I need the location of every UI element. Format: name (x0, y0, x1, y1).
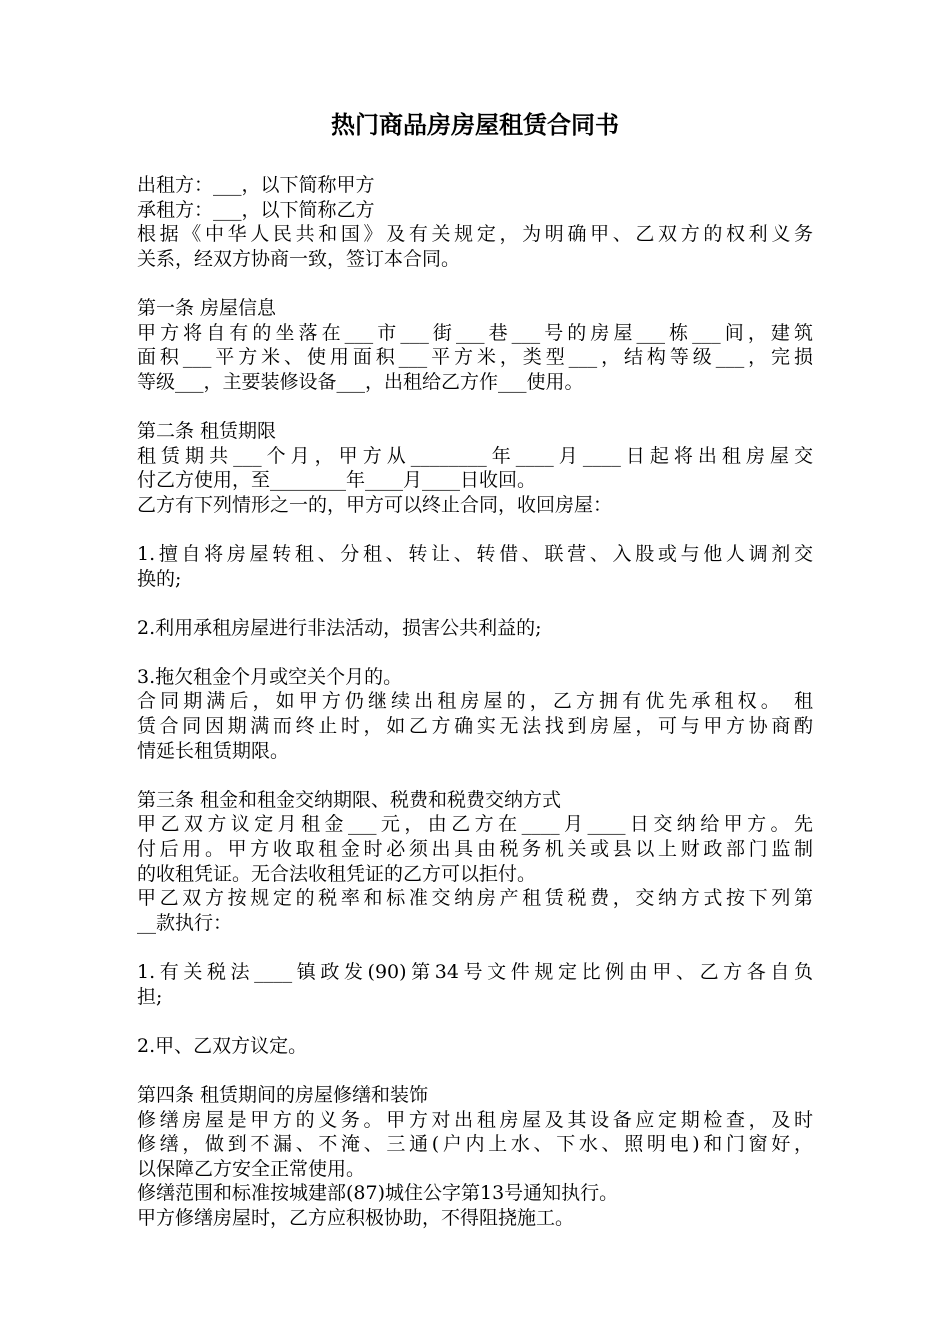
text-line: 的收租凭证。无合法收租凭证的乙方可以拒付。 (137, 862, 537, 885)
section-heading: 第二条 租赁期限 (137, 419, 277, 442)
text-line: 修缮范围和标准按城建部(87)城住公字第13号通知执行。 (137, 1182, 619, 1205)
list-item: 1.擅自将房屋转租、分租、转让、转借、联营、入股或与他人调剂交 (137, 542, 813, 565)
text-line: 赁合同因期满而终止时，如乙方确实无法找到房屋，可与甲方协商酌 (137, 715, 813, 738)
text-line: 担; (137, 985, 163, 1008)
text-line: 修缮，做到不漏、不淹、三通(户内上水、下水、照明电)和门窗好， (137, 1133, 813, 1156)
blank-line (137, 1058, 813, 1083)
text-line: 情延长租赁期限。 (137, 739, 290, 762)
blank-line (137, 640, 813, 665)
list-item: 3.拖欠租金个月或空关个月的。 (137, 665, 403, 688)
blank-line (137, 935, 813, 960)
text-line: 关系，经双方协商一致，签订本合同。 (137, 247, 461, 270)
text-line: 付后用。甲方收取租金时必须出具由税务机关或县以上财政部门监制 (137, 838, 813, 861)
list-item: 2.利用承租房屋进行非法活动，损害公共利益的; (137, 616, 542, 639)
text-line: 等级___，主要装修设备___，出租给乙方作___使用。 (137, 370, 584, 393)
blank-line (137, 394, 813, 419)
text-line: 甲乙双方议定月租金___元，由乙方在____月____日交纳给甲方。先 (137, 813, 813, 836)
text-line: 修缮房屋是甲方的义务。甲方对出租房屋及其设备应定期检查，及时 (137, 1108, 813, 1131)
list-item: 2.甲、乙双方议定。 (137, 1034, 308, 1057)
blank-line (137, 517, 813, 542)
text-line: 换的; (137, 567, 182, 590)
text-line: 根据《中华人民共和国》及有关规定，为明确甲、乙双方的权利义务 (137, 223, 813, 246)
blank-line (137, 1009, 813, 1034)
text-line: 出租方：___，以下简称甲方 (137, 174, 375, 196)
list-item: 1.有关税法____镇政发(90)第34号文件规定比例由甲、乙方各自负 (137, 961, 813, 983)
text-line: 甲方将自有的坐落在___市___街___巷___号的房屋___栋___间，建筑 (137, 321, 813, 344)
section-heading: 第四条 租赁期间的房屋修缮和装饰 (137, 1083, 429, 1106)
document-title: 热门商品房房屋租赁合同书 (331, 110, 619, 139)
text-line: 甲方修缮房屋时，乙方应积极协助，不得阻挠施工。 (137, 1206, 575, 1229)
blank-line (137, 763, 813, 788)
section-heading: 第一条 房屋信息 (137, 296, 277, 319)
text-line: 承租方：___，以下简称乙方 (137, 198, 375, 221)
text-line: 合同期满后，如甲方仍继续出租房屋的，乙方拥有优先承租权。 租 (137, 690, 813, 713)
text-line: 租赁期共___个月，甲方从________年____月____日起将出租房屋交 (137, 444, 813, 467)
text-line: 付乙方使用，至________年____月____日收回。 (137, 469, 537, 492)
text-line: 面积___平方米、使用面积___平方米，类型___，结构等级___，完损 (137, 346, 813, 369)
text-line: __款执行： (137, 911, 233, 934)
text-line: 以保障乙方安全正常使用。 (137, 1157, 366, 1180)
blank-line (137, 591, 813, 616)
text-line: 乙方有下列情形之一的，甲方可以终止合同，收回房屋： (137, 493, 613, 516)
blank-line (137, 271, 813, 296)
text-line: 甲乙双方按规定的税率和标准交纳房产租赁税费，交纳方式按下列第 (137, 887, 813, 910)
section-heading: 第三条 租金和租金交纳期限、税费和税费交纳方式 (137, 788, 562, 811)
contract-body (137, 173, 813, 1231)
